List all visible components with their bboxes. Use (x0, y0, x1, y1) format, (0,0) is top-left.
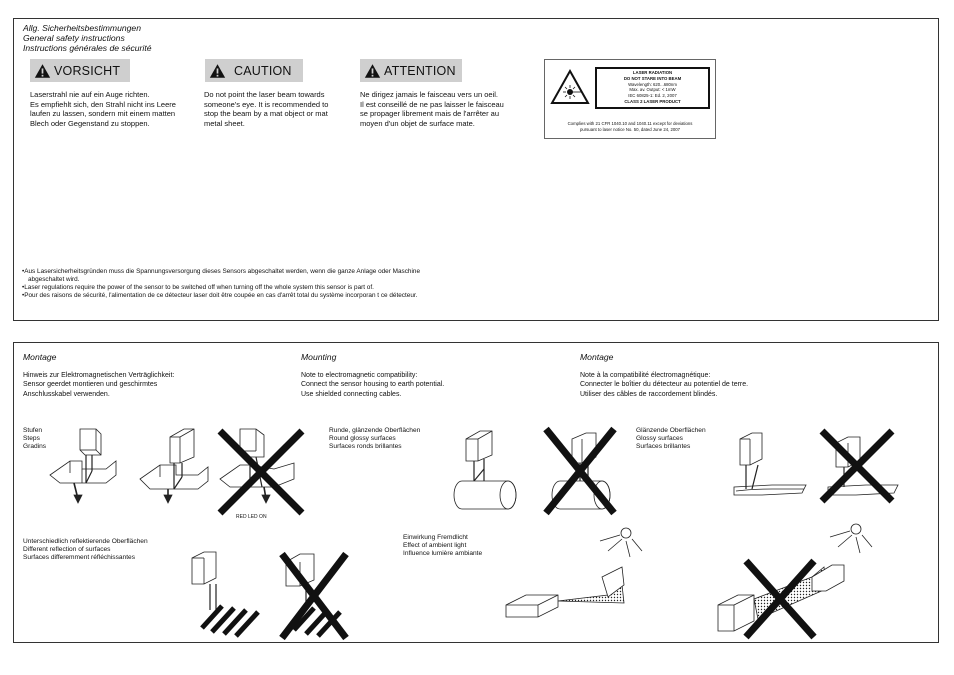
round-surface-illustration (454, 425, 619, 515)
text-line: Gradins (23, 443, 47, 451)
steps-illustration (44, 423, 314, 518)
safety-headings (23, 23, 152, 53)
section-body-de (23, 371, 174, 399)
text-line: Utiliser des câbles de raccordement blindés. (580, 390, 718, 398)
heading-de: Allg. Sicherheitsbestimmungen (23, 23, 141, 33)
text-line: Effect of ambient light (403, 542, 467, 550)
glossy-surface-illustration (732, 429, 922, 505)
text-line: pursuant to laser notice No. 50, dated June 24, 2007 (579, 126, 681, 132)
text-line: Connecter le boîtier du détecteur au potentiel de terre. (580, 381, 749, 389)
text-line: Il est conseillé de ne pas laisser le faisceau (360, 99, 504, 109)
mounting-panel (13, 342, 939, 643)
heading-fr: Instructions générales de sécurité (23, 43, 152, 53)
sun-icon (851, 524, 861, 534)
caption-glossy (636, 427, 706, 452)
text-line: Ne dirigez jamais le faisceau vers un oeil. (360, 90, 498, 99)
text-line: Use shielded connecting cables. (301, 390, 402, 398)
caption-ambient (403, 534, 482, 559)
warning-text-fr (360, 90, 504, 128)
text-line: Unterschiedlich reflektierende Oberflächen (23, 538, 148, 545)
laser-label-footer (549, 121, 711, 132)
text-line: moyen d'un objet de surface mate. (360, 118, 475, 128)
text-line: metal sheet. (204, 118, 245, 128)
section-title-en: Mounting (301, 352, 337, 362)
text-line: laufen zu lassen, sondern mit einem matten (30, 109, 176, 119)
text-line: Do not point the laser beam towards (204, 90, 325, 99)
text-line: Note à la compatibilité électromagnétique: (580, 372, 711, 379)
caption-reflection (23, 538, 148, 563)
warning-triangle-icon (34, 63, 51, 79)
safety-notes (22, 268, 420, 300)
text-line: Glossy surfaces (636, 435, 683, 443)
text-line: Steps (23, 435, 40, 443)
warning-triangle-icon (364, 63, 381, 79)
reflection-illustration (184, 548, 384, 640)
text-line: Blech oder Gegenstand zu stoppen. (30, 118, 150, 128)
note-line: abgeschaltet wird. (28, 276, 80, 283)
section-title-fr: Montage (580, 352, 614, 362)
ambient-light-illustration (496, 521, 876, 639)
laser-hazard-icon (550, 69, 590, 105)
text-line: Einwirkung Fremdlicht (403, 534, 468, 541)
laser-label-subtitle: DO NOT STARE INTO BEAM (623, 75, 682, 81)
warning-text-en (204, 90, 328, 128)
text-line: Hinweis zur Elektromagnetischen Verträglichkeit: (23, 372, 175, 379)
text-line: Note to electromagnetic compatibility: (301, 372, 418, 379)
text-line: Es empfiehlt sich, den Strahl nicht ins Leere (30, 99, 176, 109)
note-line: •Laser regulations require the power of the sensor to be switched off when turning off the whole system this sensor is part of. (22, 284, 374, 291)
text-line: Surfaces brillantes (636, 443, 691, 451)
warning-badge-caution (205, 59, 303, 82)
safety-panel (13, 18, 939, 321)
note-line: •Pour des raisons de sécurité, l'alimentation de ce détecteur laser doit être coupée en cas d'arrêt total du système incorporan t ce détecteur. (22, 292, 418, 299)
warning-label: VORSICHT (54, 63, 121, 78)
laser-class: CLASS 2 LASER PRODUCT (624, 98, 681, 104)
warning-badge-attention (360, 59, 462, 82)
text-line: someone's eye. It is recommended to (204, 99, 329, 109)
text-line: Influence lumière ambiante (403, 550, 483, 558)
text-line: se propager librement mais de l'arrêter au (360, 109, 499, 119)
warning-triangle-icon (209, 63, 226, 79)
text-line: Glänzende Oberflächen (636, 427, 706, 434)
note-line: •Aus Lasersicherheitsgründen muss die Spannungsversorgung dieses Sensors abgeschaltet werden, wenn die ganze Anlage oder Maschine (22, 268, 420, 275)
text-line: Runde, glänzende Oberflächen (329, 427, 421, 434)
section-title-de: Montage (23, 352, 57, 362)
text-line: Surfaces ronds brillantes (329, 443, 402, 451)
caption-steps (23, 427, 46, 452)
text-line: Complies with 21 CFR 1040.10 and 1040.11 except for deviations (567, 121, 693, 126)
laser-wavelength: Wavelength: 620...680nm (628, 81, 677, 87)
text-line: Laserstrahl nie auf ein Auge richten. (30, 90, 150, 99)
laser-standard: IEC 60825-1: Ed. 2, 2007 (628, 93, 677, 99)
text-line: Different reflection of surfaces (23, 546, 111, 554)
laser-label-title: LASER RADIATION (632, 70, 673, 75)
text-line: stop the beam by a mat object or mat (204, 109, 328, 119)
caption-round (329, 427, 420, 452)
text-line: Round glossy surfaces (329, 435, 396, 443)
text-line: Sensor geerdet montieren und geschirmtes (23, 381, 158, 389)
text-line: Connect the sensor housing to earth potential. (301, 381, 445, 389)
red-led-label: RED LED ON (236, 514, 267, 520)
section-body-fr (580, 371, 748, 399)
section-body-en (301, 371, 444, 399)
warning-text-de (30, 90, 176, 128)
heading-en: General safety instructions (23, 33, 125, 43)
laser-output: Max. av. Output: < 1mW (629, 87, 676, 93)
laser-label-text (595, 67, 710, 109)
sun-icon (621, 528, 631, 538)
laser-warning-label (544, 59, 716, 139)
text-line: Stufen (23, 427, 43, 434)
warning-badge-vorsicht (30, 59, 130, 82)
warning-label: CAUTION (234, 63, 292, 78)
text-line: Surfaces differemment réfléchissantes (23, 554, 136, 562)
text-line: Anschlusskabel verwenden. (23, 390, 110, 398)
warning-label: ATTENTION (384, 63, 456, 78)
